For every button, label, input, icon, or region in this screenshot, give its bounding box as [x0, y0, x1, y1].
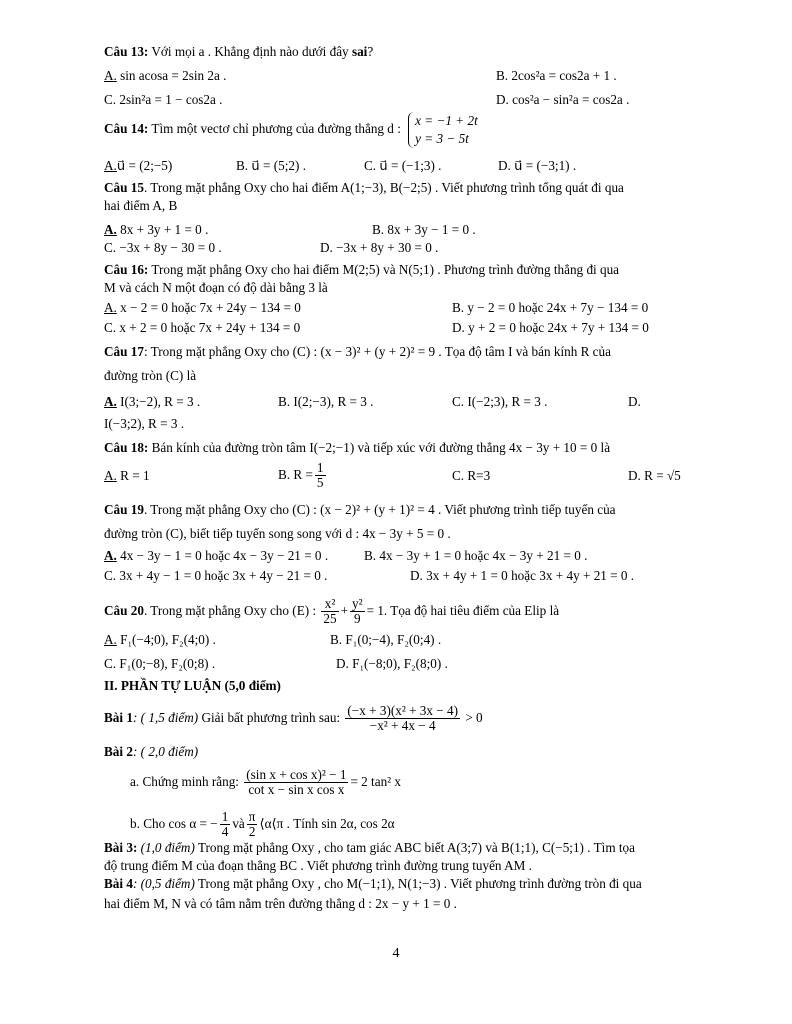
q17-option-d: I(−3;2), R = 3 .	[104, 416, 185, 431]
fraction: $\frac{\text{x²}}{25}$	[323, 596, 337, 627]
fraction: $\frac{\text{(sin x + cos x)² − 1}}{\text{cot x − sin x cos x}}$	[246, 767, 347, 798]
bai1: Bài 1: ( 1,5 điểm) Giải bất phương trình sau: $\frac{\text{(−x + 3)(x² + 3x − 4)}}{\text{−x² + 4x − 4}}$ > 0	[104, 703, 483, 734]
q13-label: Câu 13:	[104, 44, 149, 59]
q13-option-c: C. 2sin²a = 1 − cos2a .	[104, 92, 223, 107]
part2-title: II. PHẦN TỰ LUẬN (5,0 điểm)	[104, 678, 281, 693]
q15-option-b: B. 8x + 3y − 1 = 0 .	[372, 222, 476, 237]
q14-system: x = −1 + 2t y = 3 − 5t	[408, 112, 478, 148]
q14-option-a: A.u⃗ = (2;−5)	[104, 158, 173, 173]
q15-option-d: D. −3x + 8y + 30 = 0 .	[320, 240, 439, 255]
q14-option-b: B. u⃗ = (5;2) .	[236, 158, 307, 173]
q17-option-b: B. I(2;−3), R = 3 .	[278, 394, 374, 409]
q13-option-d: D. cos²a − sin²a = cos2a .	[496, 92, 630, 107]
q18-option-c: C. R=3	[452, 468, 491, 483]
q16-option-d: D. y + 2 = 0 hoặc 24x + 7y + 134 = 0	[452, 320, 649, 335]
q15-option-c: C. −3x + 8y − 30 = 0 .	[104, 240, 222, 255]
q19-stem: Câu 19. Trong mặt phẳng Oxy cho (C) : (x − 2)² + (y + 1)² = 4 . Viết phương trình tiếp tuyến của	[104, 502, 616, 517]
q19-option-c: C. 3x + 4y − 1 = 0 hoặc 3x + 4y − 21 = 0 .	[104, 568, 328, 583]
q20-option-c: C. F₁(0;−8), F₂(0;8) .	[104, 656, 216, 671]
fraction: $\frac{1}{5}$	[316, 460, 324, 491]
bai4: Bài 4: (0,5 điểm) Trong mặt phẳng Oxy , cho M(−1;1), N(1;−3) . Viết phương trình đường tròn đi qua	[104, 876, 642, 891]
q14-option-c: C. u⃗ = (−1;3) .	[364, 158, 442, 173]
q16-option-b: B. y − 2 = 0 hoặc 24x + 7y − 134 = 0	[452, 300, 649, 315]
q17-stem: Câu 17: Trong mặt phẳng Oxy cho (C) : (x − 3)² + (y + 2)² = 9 . Tọa độ tâm I và bán kính R của	[104, 344, 611, 359]
q15-stem: Câu 15. Trong mặt phẳng Oxy cho hai điểm A(1;−3), B(−2;5) . Viết phương trình tổng quát đi qua	[104, 180, 624, 195]
q16-option-a: A. x − 2 = 0 hoặc 7x + 24y − 134 = 0	[104, 300, 301, 315]
q14-label: Câu 14:	[104, 121, 149, 137]
q14-stem: Câu 14: Tìm một vectơ chỉ phương của đường thẳng d : x = −1 + 2t y = 3 − 5t	[104, 113, 478, 146]
q13-stem: Câu 13: Với mọi a . Khẳng định nào dưới đây sai?	[104, 44, 374, 59]
bai2-a: a. Chứng minh rằng: $\frac{\text{(sin x + cos x)² − 1}}{\text{cot x − sin x cos x}}$ = 2 tan² x	[130, 767, 402, 798]
q13-option-b: B. 2cos²a = cos2a + 1 .	[496, 68, 617, 83]
q17-option-a: A. I(3;−2), R = 3 .	[104, 394, 201, 409]
q14-option-d: D. u⃗ = (−3;1) .	[498, 158, 577, 173]
q20-option-a: A. F₁(−4;0), F₂(4;0) .	[104, 632, 216, 647]
q17-option-c: C. I(−2;3), R = 3 .	[452, 394, 548, 409]
q17-option-d-label: D.	[628, 394, 641, 409]
q18-stem: Câu 18: Bán kính của đường tròn tâm I(−2;−1) và tiếp xúc với đường thẳng 4x − 3y + 10 = 0 là	[104, 440, 611, 455]
q16-stem-2: M và cách N một đoạn có độ dài bằng 3 là	[104, 280, 328, 295]
q18-option-b: B. R = $\frac{1}{5}$	[278, 460, 324, 491]
page-number: 4	[392, 946, 400, 961]
q20-option-d: D. F₁(−8;0), F₂(8;0) .	[336, 656, 448, 671]
bai2-b: b. Cho cos α = − $\frac{1}{4}$ và $\frac{\pi}{2}$ ⟨α⟨π . Tính sin 2α, cos 2α	[130, 809, 395, 840]
bai2: Bài 2: ( 2,0 điểm)	[104, 744, 199, 759]
q18-option-a: A. R = 1	[104, 468, 150, 483]
q16-option-c: C. x + 2 = 0 hoặc 7x + 24y + 134 = 0	[104, 320, 301, 335]
q13-option-a: A. sin acosa = 2sin 2a .	[104, 68, 227, 83]
q20-stem: Câu 20. Trong mặt phẳng Oxy cho (E) : $\frac{\text{x²}}{25}$ + $\frac{\text{y²}}{9}$ = 1. Tọa độ hai tiêu điểm của Elip là	[104, 596, 560, 627]
q19-option-a: A. 4x − 3y − 1 = 0 hoặc 4x − 3y − 21 = 0 .	[104, 548, 329, 563]
q16-stem: Câu 16: Trong mặt phẳng Oxy cho hai điểm M(2;5) và N(5;1) . Phương trình đường thẳng đi qua	[104, 262, 620, 277]
q17-stem-2: đường tròn (C) là	[104, 368, 197, 383]
fraction: $\frac{\text{(−x + 3)(x² + 3x − 4)}}{\text{−x² + 4x − 4}}$	[347, 703, 459, 734]
bai3: Bài 3: (1,0 điểm) Trong mặt phẳng Oxy , cho tam giác ABC biết A(3;7) và B(1;1), C(−5;1) . Tìm tọa	[104, 840, 635, 855]
q18-option-d: D. R = √5	[628, 468, 681, 483]
q20-option-b: B. F₁(0;−4), F₂(0;4) .	[330, 632, 442, 647]
bai4-2: hai điểm M, N và có tâm nằm trên đường thẳng d : 2x − y + 1 = 0 .	[104, 896, 457, 911]
q19-option-d: D. 3x + 4y + 1 = 0 hoặc 3x + 4y + 21 = 0 .	[410, 568, 635, 583]
fraction: $\frac{1}{4}$	[221, 809, 229, 840]
q19-option-b: B. 4x − 3y + 1 = 0 hoặc 4x − 3y + 21 = 0 .	[364, 548, 588, 563]
q15-stem-2: hai điểm A, B	[104, 198, 178, 213]
fraction: $\frac{\pi}{2}$	[248, 809, 256, 840]
q19-stem-2: đường tròn (C), biết tiếp tuyến song song với d : 4x − 3y + 5 = 0 .	[104, 526, 451, 541]
bai3-2: độ trung điểm M của đoạn thẳng BC . Viết phương trình đường trung tuyến AM .	[104, 858, 532, 873]
q15-option-a: A. 8x + 3y + 1 = 0 .	[104, 222, 209, 237]
fraction: $\frac{\text{y²}}{9}$	[352, 596, 363, 627]
